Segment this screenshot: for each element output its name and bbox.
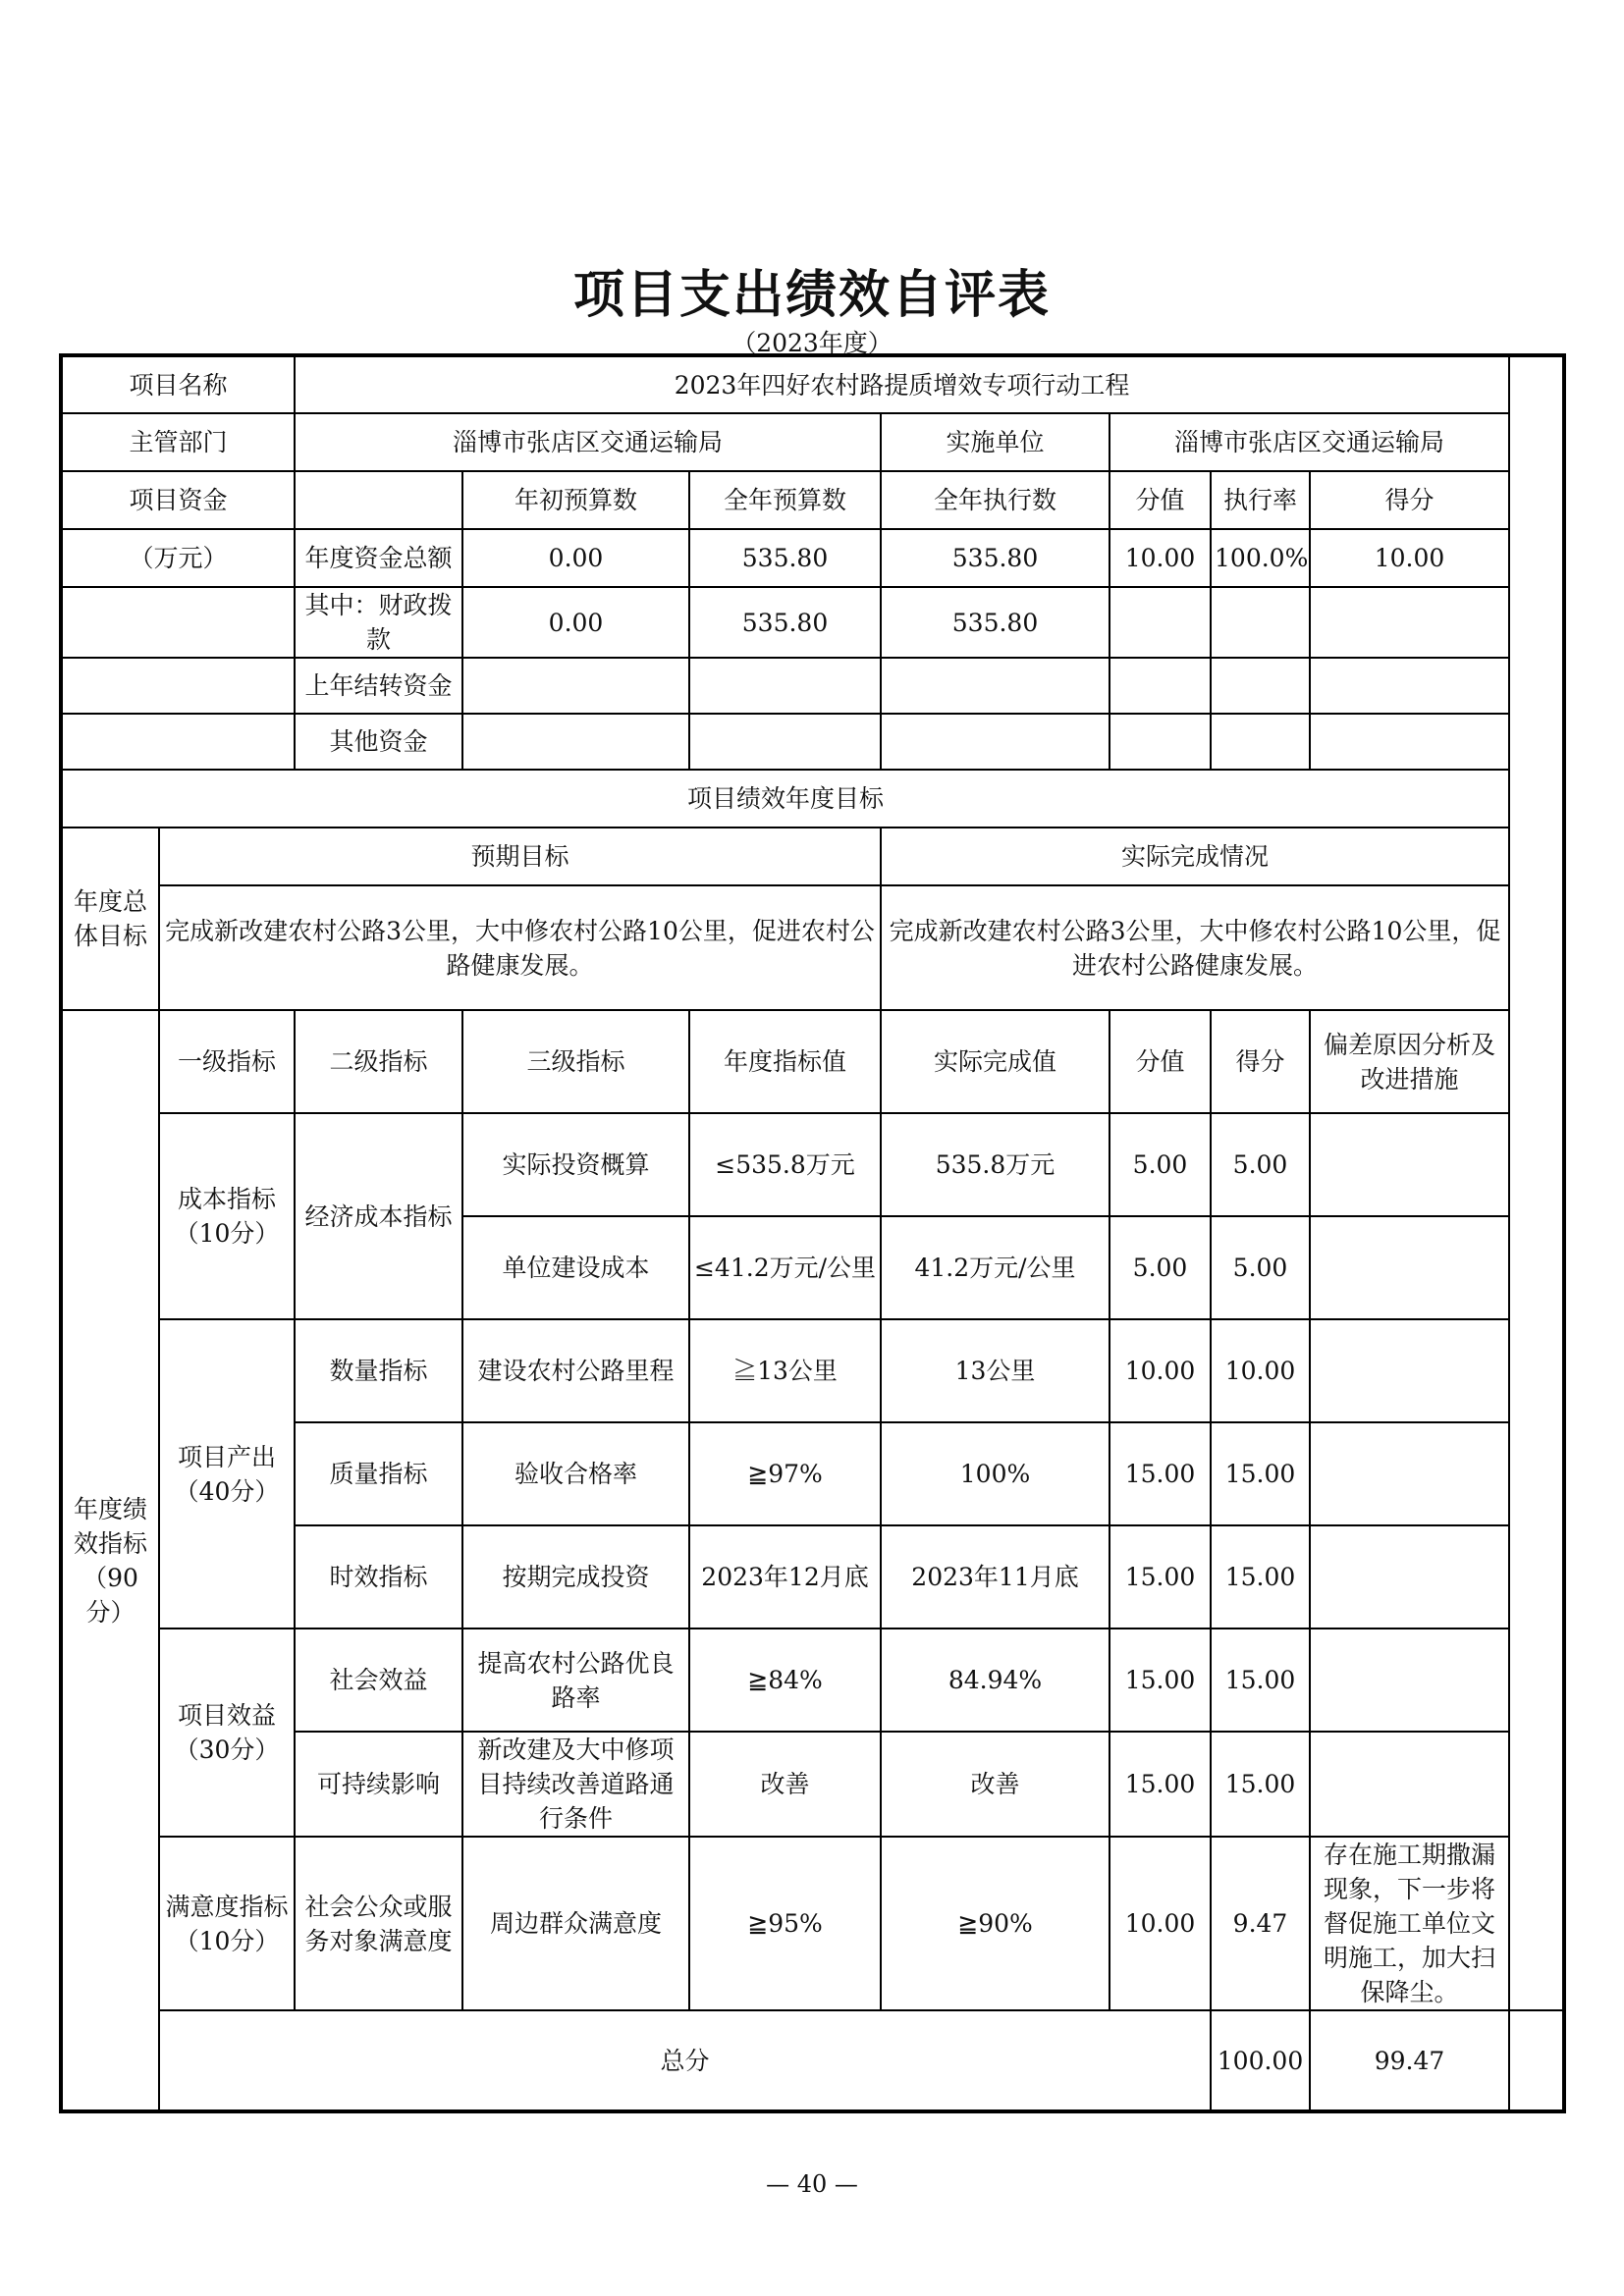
- indicator-l2: 经济成本指标: [295, 1113, 462, 1319]
- row-dept: [61, 413, 1564, 471]
- blank-cell: [1110, 587, 1211, 658]
- header-level1: 一级指标: [159, 1010, 295, 1113]
- goal-actual-text: 完成新改建农村公路3公里，大中修农村公路10公里，促进农村公路健康发展。: [881, 885, 1509, 1010]
- row-funds-header: [61, 471, 1564, 529]
- funds-header-blank: [295, 471, 462, 529]
- header-value: 分值: [1110, 1010, 1211, 1113]
- blank-cell: [1110, 658, 1211, 714]
- col-score: 得分: [1310, 471, 1509, 529]
- header-analysis: 偏差原因分析及改进措施: [1310, 1010, 1509, 1113]
- header-level3: 三级指标: [462, 1010, 689, 1113]
- row-project-name: [61, 355, 1564, 413]
- col-full-budget: 全年预算数: [689, 471, 881, 529]
- indicator-value: 5.00: [1110, 1113, 1211, 1216]
- label-total-score: 总分: [159, 2010, 1211, 2111]
- fiscal-initial: 0.00: [462, 587, 689, 658]
- indicator-value: 10.00: [1110, 1319, 1211, 1422]
- indicator-l2: 数量指标: [295, 1319, 462, 1422]
- blank-cell: [61, 714, 295, 770]
- col-score-value: 分值: [1110, 471, 1211, 529]
- total-score-sum: 99.47: [1310, 2010, 1509, 2111]
- label-carryover: 上年结转资金: [295, 658, 462, 714]
- label-annual-goal: 年度总体目标: [61, 828, 159, 1010]
- indicator-actual: 2023年11月底: [881, 1525, 1110, 1629]
- total-value-sum: 100.00: [1211, 2010, 1310, 2111]
- performance-table: [59, 353, 1566, 2113]
- total-executed: 535.80: [881, 529, 1110, 587]
- indicator-note: [1310, 1319, 1509, 1422]
- label-other-funds: 其他资金: [295, 714, 462, 770]
- indicator-value: 15.00: [1110, 1629, 1211, 1732]
- report-year: （2023年度）: [731, 329, 893, 357]
- indicator-actual: 改善: [881, 1732, 1110, 1837]
- impl-unit-value: 淄博市张店区交通运输局: [1110, 413, 1509, 471]
- indicator-l2: 社会公众或服务对象满意度: [295, 1837, 462, 2010]
- blank-cell: [1310, 658, 1509, 714]
- indicator-score: 9.47: [1211, 1837, 1310, 2010]
- indicator-l2: 时效指标: [295, 1525, 462, 1629]
- indicator-l3: 单位建设成本: [462, 1216, 689, 1319]
- page-title: 项目支出绩效自评表: [572, 266, 1051, 325]
- label-project-name: 项目名称: [61, 355, 295, 413]
- blank-cell: [1211, 714, 1310, 770]
- label-actual-status: 实际完成情况: [881, 828, 1509, 885]
- indicator-score: 5.00: [1211, 1216, 1310, 1319]
- indicator-score: 15.00: [1211, 1422, 1310, 1525]
- label-funds: 项目资金: [61, 471, 295, 529]
- col-exec-rate: 执行率: [1211, 471, 1310, 529]
- indicator-target: 改善: [689, 1732, 881, 1837]
- row-indicator-headers: [61, 1010, 1564, 1113]
- total-initial: 0.00: [462, 529, 689, 587]
- indicator-row: [61, 1629, 1564, 1732]
- row-goals-header: [61, 770, 1564, 828]
- indicator-value: 15.00: [1110, 1732, 1211, 1837]
- indicator-value: 15.00: [1110, 1422, 1211, 1525]
- indicator-target: ≧13公里: [689, 1319, 881, 1422]
- label-impl-unit: 实施单位: [881, 413, 1110, 471]
- group-output: 项目产出（40分）: [159, 1319, 295, 1629]
- blank-cell: [61, 587, 295, 658]
- row-funds-carryover: [61, 658, 1564, 714]
- total-budget: 535.80: [689, 529, 881, 587]
- row-total: [61, 2010, 1564, 2111]
- blank-cell: [1211, 587, 1310, 658]
- blank-cell: [1110, 714, 1211, 770]
- goals-header: 项目绩效年度目标: [61, 770, 1509, 828]
- indicator-actual: 84.94%: [881, 1629, 1110, 1732]
- label-fiscal: 其中：财政拨款: [295, 587, 462, 658]
- indicator-score: 15.00: [1211, 1732, 1310, 1837]
- total-score: 10.00: [1310, 529, 1509, 587]
- indicator-target: ≧95%: [689, 1837, 881, 2010]
- blank-cell: [462, 658, 689, 714]
- indicator-target: ≧84%: [689, 1629, 881, 1732]
- indicator-l3: 周边群众满意度: [462, 1837, 689, 2010]
- indicator-note: [1310, 1422, 1509, 1525]
- indicator-l3: 提高农村公路优良路率: [462, 1629, 689, 1732]
- dept-value: 淄博市张店区交通运输局: [295, 413, 881, 471]
- row-goal-text: [61, 885, 1564, 1010]
- label-annual-indicators: 年度绩效指标（90分）: [61, 1010, 159, 2111]
- fiscal-budget: 535.80: [689, 587, 881, 658]
- blank-cell: [881, 714, 1110, 770]
- indicator-actual: 535.8万元: [881, 1113, 1110, 1216]
- page-number: — 40 —: [766, 2170, 858, 2198]
- group-satisfaction: 满意度指标（10分）: [159, 1837, 295, 2010]
- indicator-note: [1310, 1732, 1509, 1837]
- indicator-actual: ≧90%: [881, 1837, 1110, 2010]
- indicator-value: 5.00: [1110, 1216, 1211, 1319]
- blank-cell: [1310, 587, 1509, 658]
- indicator-l3: 建设农村公路里程: [462, 1319, 689, 1422]
- project-name-value: 2023年四好农村路提质增效专项行动工程: [295, 355, 1509, 413]
- col-executed: 全年执行数: [881, 471, 1110, 529]
- fiscal-executed: 535.80: [881, 587, 1110, 658]
- blank-cell: [1509, 2010, 1564, 2111]
- indicator-actual: 41.2万元/公里: [881, 1216, 1110, 1319]
- indicator-l2: 可持续影响: [295, 1732, 462, 1837]
- indicator-note: [1310, 1113, 1509, 1216]
- label-dept: 主管部门: [61, 413, 295, 471]
- indicator-target: ≤535.8万元: [689, 1113, 881, 1216]
- col-initial-budget: 年初预算数: [462, 471, 689, 529]
- row-funds-other: [61, 714, 1564, 770]
- header-score: 得分: [1211, 1010, 1310, 1113]
- indicator-l3: 验收合格率: [462, 1422, 689, 1525]
- indicator-note: [1310, 1525, 1509, 1629]
- indicator-score: 10.00: [1211, 1319, 1310, 1422]
- indicator-score: 15.00: [1211, 1525, 1310, 1629]
- indicator-note: [1310, 1629, 1509, 1732]
- indicator-l2: 质量指标: [295, 1422, 462, 1525]
- group-benefit: 项目效益（30分）: [159, 1629, 295, 1837]
- header-actual: 实际完成值: [881, 1010, 1110, 1113]
- group-cost: 成本指标（10分）: [159, 1113, 295, 1319]
- indicator-target: ≤41.2万元/公里: [689, 1216, 881, 1319]
- indicator-row: [61, 1113, 1564, 1216]
- blank-cell: [61, 658, 295, 714]
- row-funds-fiscal: [61, 587, 1564, 658]
- blank-cell: [881, 658, 1110, 714]
- label-total-funds: 年度资金总额: [295, 529, 462, 587]
- indicator-row: [61, 1837, 1564, 2010]
- indicator-actual: 13公里: [881, 1319, 1110, 1422]
- indicator-value: 10.00: [1110, 1837, 1211, 2010]
- blank-cell: [1211, 658, 1310, 714]
- indicator-l2: 社会效益: [295, 1629, 462, 1732]
- indicator-l3: 新改建及大中修项目持续改善道路通行条件: [462, 1732, 689, 1837]
- header-level2: 二级指标: [295, 1010, 462, 1113]
- indicator-note: [1310, 1216, 1509, 1319]
- total-value: 10.00: [1110, 529, 1211, 587]
- indicator-actual: 100%: [881, 1422, 1110, 1525]
- indicator-l3: 按期完成投资: [462, 1525, 689, 1629]
- indicator-l3: 实际投资概算: [462, 1113, 689, 1216]
- blank-cell: [689, 714, 881, 770]
- total-rate: 100.0%: [1211, 529, 1310, 587]
- indicator-score: 15.00: [1211, 1629, 1310, 1732]
- indicator-target: 2023年12月底: [689, 1525, 881, 1629]
- blank-cell: [462, 714, 689, 770]
- row-goal-headers: [61, 828, 1564, 885]
- blank-cell: [689, 658, 881, 714]
- indicator-row: [61, 1319, 1564, 1422]
- row-funds-total: [61, 529, 1564, 587]
- blank-cell: [1310, 714, 1509, 770]
- indicator-score: 5.00: [1211, 1113, 1310, 1216]
- indicator-note: 存在施工期撒漏现象，下一步将督促施工单位文明施工，加大扫保降尘。: [1310, 1837, 1509, 2010]
- indicator-target: ≧97%: [689, 1422, 881, 1525]
- header-target: 年度指标值: [689, 1010, 881, 1113]
- indicator-value: 15.00: [1110, 1525, 1211, 1629]
- label-expected: 预期目标: [159, 828, 881, 885]
- label-unit-wan: （万元）: [61, 529, 295, 587]
- goal-expected-text: 完成新改建农村公路3公里，大中修农村公路10公里，促进农村公路健康发展。: [159, 885, 881, 1010]
